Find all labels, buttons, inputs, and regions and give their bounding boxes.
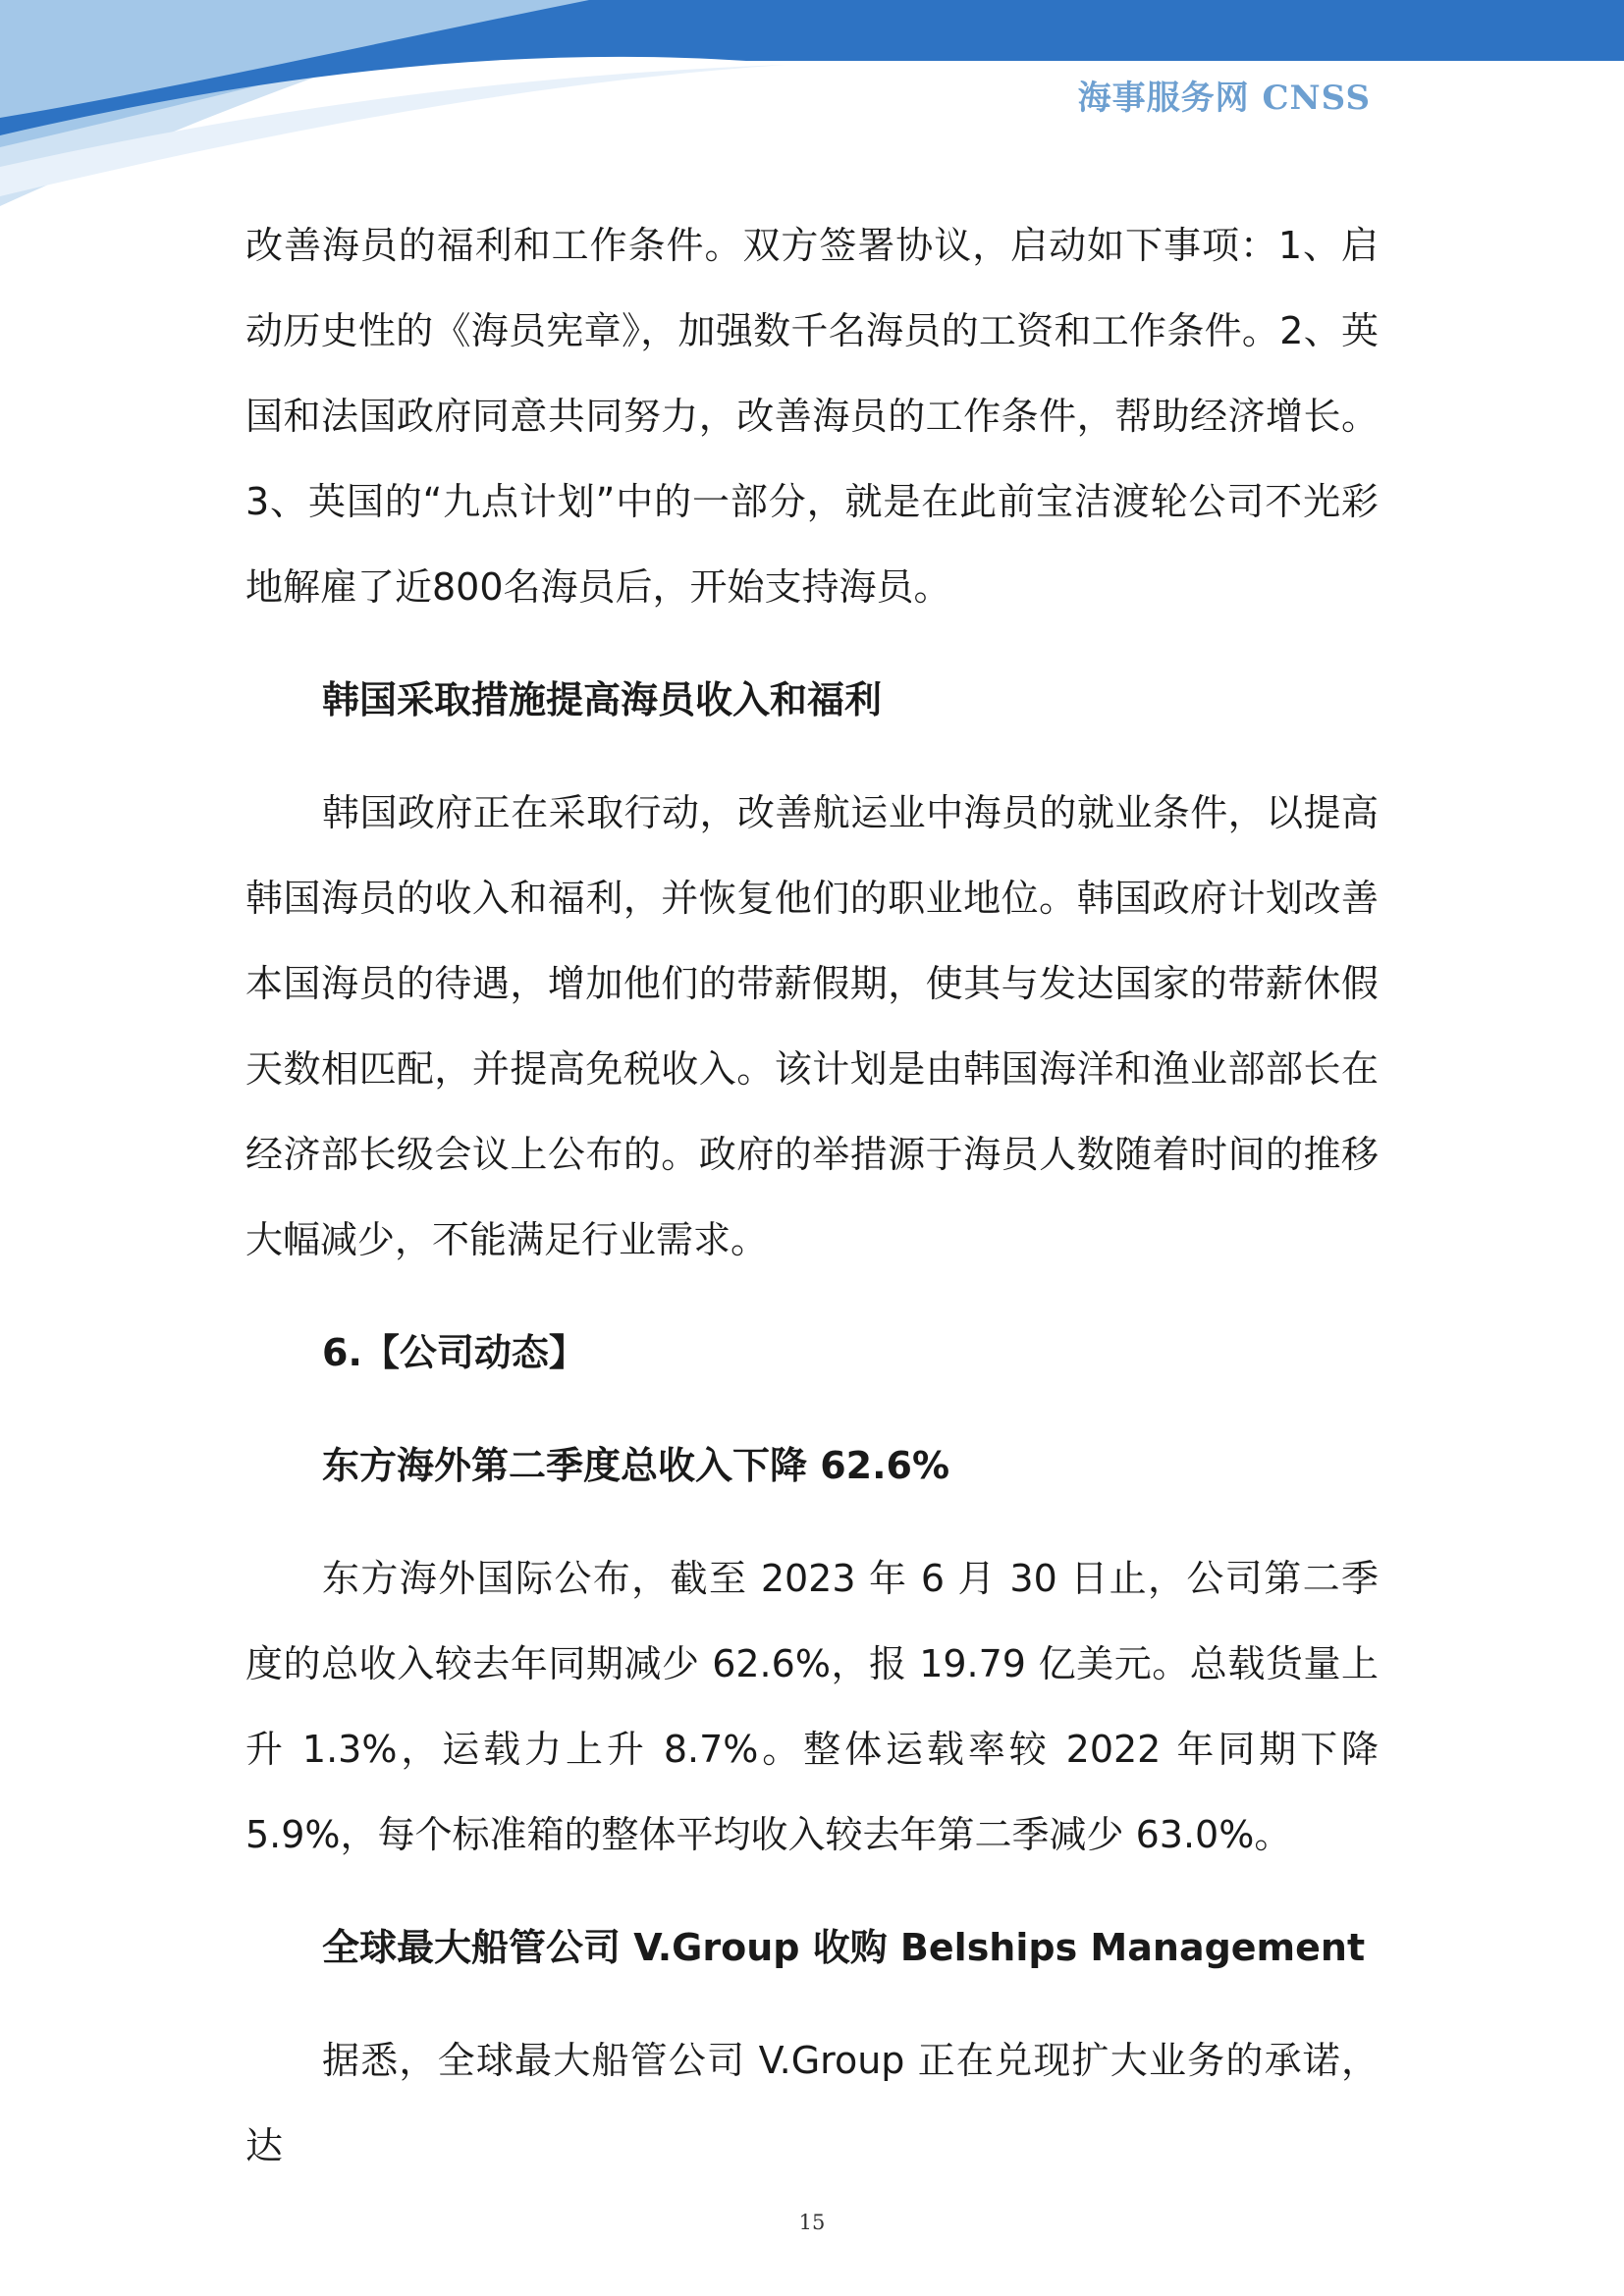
paragraph-korea-seafarers: 韩国政府正在采取行动，改善航运业中海员的就业条件，以提高韩国海员的收入和福利，并恢复他们的职业地位。韩国政府计划改善本国海员的待遇，增加他们的带薪假期，使其与发达国家的带薪休假天数相匹配，并提高免税收入。该计划是由韩国海洋和渔业部部长在经济部长级会议上公布的。政府的举措源于海员人数随着时间的推移大幅减少，不能满足行业需求。 xyxy=(245,791,1379,1261)
paragraph-oocl-revenue: 东方海外国际公布，截至 2023 年 6 月 30 日止，公司第二季度的总收入较去年同期减少 62.6%，报 19.79 亿美元。总载货量上升 1.3%，运载力上升 8.7%。整体运载率较 2022 年同期下降 5.9%，每个标准箱的整体平均收入较去年第二季减少 63.0%。 xyxy=(245,1557,1379,1856)
heading-vgroup-acquisition: 全球最大船管公司 V.Group 收购 Belships Management xyxy=(322,1926,1366,1969)
page-number: 15 xyxy=(798,2211,826,2234)
section-heading-company-news: 6.【公司动态】 xyxy=(322,1331,586,1374)
paragraph-uk-france-seafarers: 改善海员的福利和工作条件。双方签署协议，启动如下事项：1、启动历史性的《海员宪章》，加强数千名海员的工资和工作条件。2、英国和法国政府同意共同努力，改善海员的工作条件，帮助经济增长。3、英国的“九点计划”中的一部分，就是在此前宝洁渡轮公司不光彩地解雇了近800名海员后，开始支持海员。 xyxy=(245,224,1379,609)
site-brand: 海事服务网 CNSS xyxy=(1077,79,1371,118)
heading-korea-seafarers: 韩国采取措施提高海员收入和福利 xyxy=(322,678,883,721)
paragraph-vgroup-acquisition: 据悉，全球最大船管公司 V.Group 正在兑现扩大业务的承诺，达 xyxy=(245,2039,1379,2167)
document-body xyxy=(245,203,1379,2189)
heading-oocl-revenue: 东方海外第二季度总收入下降 62.6% xyxy=(322,1444,950,1487)
